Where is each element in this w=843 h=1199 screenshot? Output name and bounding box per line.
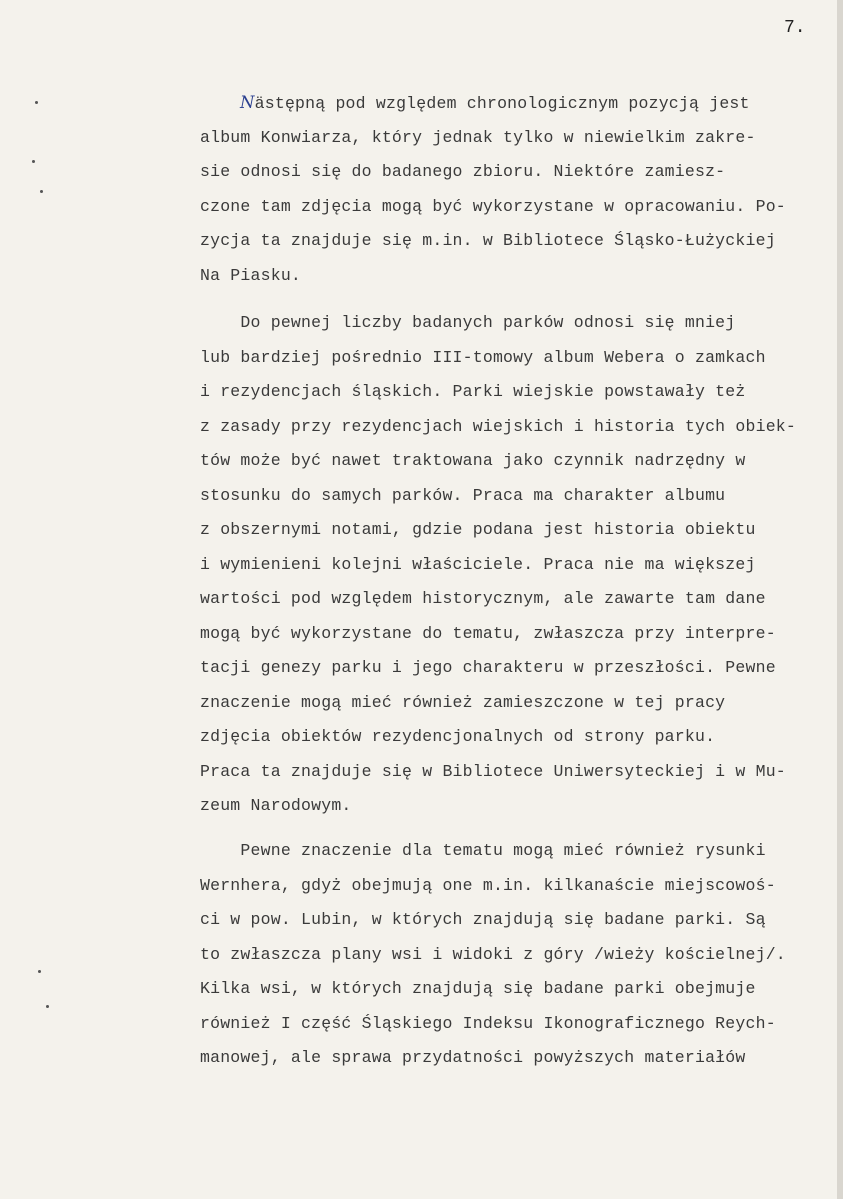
text-line: znaczenie mogą mieć również zamieszczone w tej pracy bbox=[200, 692, 726, 712]
text-line: Wernhera, gdyż obejmują one m.in. kilkanaście miejscowoś- bbox=[200, 875, 776, 895]
text-line: manowej, ale sprawa przydatności powyższych materiałów bbox=[200, 1048, 746, 1067]
text-line: to zwłaszcza plany wsi i widoki z góry /wieży kościelnej/. bbox=[200, 944, 786, 964]
text-line: Nästępną pod względem chronologicznym pozycją jest bbox=[240, 93, 750, 113]
text-line: lub bardziej pośrednio III-tomowy album Webera o zamkach bbox=[200, 347, 766, 367]
paragraph-2 bbox=[200, 306, 830, 824]
text-line: mogą być wykorzystane do tematu, zwłaszcza przy interpre- bbox=[200, 623, 776, 643]
text-line: również I część Śląskiego Indeksu Ikonograficznego Reych- bbox=[200, 1013, 776, 1033]
text-line: Do pewnej liczby badanych parków odnosi się mniej bbox=[200, 313, 736, 332]
text-line: i wymienieni kolejni właściciele. Praca nie ma większej bbox=[200, 554, 756, 574]
text-line: stosunku do samych parków. Praca ma charakter albumu bbox=[200, 485, 726, 505]
text-line: Kilka wsi, w których znajdują się badane parki obejmuje bbox=[200, 979, 756, 998]
text-line: tacji genezy parku i jego charakteru w przeszłości. Pewne bbox=[200, 658, 776, 677]
text-line: sie odnosi się do badanego zbioru. Niektóre zamiesz- bbox=[200, 162, 726, 181]
text-line: i rezydencjach śląskich. Parki wiejskie powstawały też bbox=[200, 382, 746, 401]
margin-punch-mark bbox=[38, 970, 41, 973]
text-line: ci w pow. Lubin, w których znajdują się badane parki. Są bbox=[200, 910, 766, 929]
text-line: Praca ta znajduje się w Bibliotece Uniwersyteckiej i w Mu- bbox=[200, 761, 786, 781]
margin-punch-mark bbox=[32, 160, 35, 163]
margin-punch-mark bbox=[46, 1005, 49, 1008]
text-line: Pewne znaczenie dla tematu mogą mieć również rysunki bbox=[200, 841, 766, 860]
text-line: Na Piasku. bbox=[200, 265, 302, 285]
text-line: z zasady przy rezydencjach wiejskich i historia tych obiek- bbox=[200, 416, 796, 436]
page-number: 7. bbox=[784, 18, 806, 38]
text-line: zdjęcia obiektów rezydencjonalnych od strony parku. bbox=[200, 727, 716, 746]
paragraph-3 bbox=[200, 834, 830, 1076]
text-line: czone tam zdjęcia mogą być wykorzystane w opracowaniu. Po- bbox=[200, 196, 786, 216]
text-line: wartości pod względem historycznym, ale zawarte tam dane bbox=[200, 589, 766, 608]
text-line: zeum Narodowym. bbox=[200, 796, 352, 815]
margin-punch-mark bbox=[35, 101, 38, 104]
handwritten-correction: N bbox=[240, 93, 255, 112]
text-line: tów może być nawet traktowana jako czynnik nadrzędny w bbox=[200, 451, 746, 470]
margin-punch-mark bbox=[40, 190, 43, 193]
text-line: zycja ta znajduje się m.in. w Bibliotece Śląsko-Łużyckiej bbox=[200, 231, 776, 250]
text-line: album Konwiarza, który jednak tylko w niewielkim zakre- bbox=[200, 127, 756, 147]
paragraph-1 bbox=[200, 86, 830, 293]
text-line: z obszernymi notami, gdzie podana jest historia obiektu bbox=[200, 520, 756, 539]
